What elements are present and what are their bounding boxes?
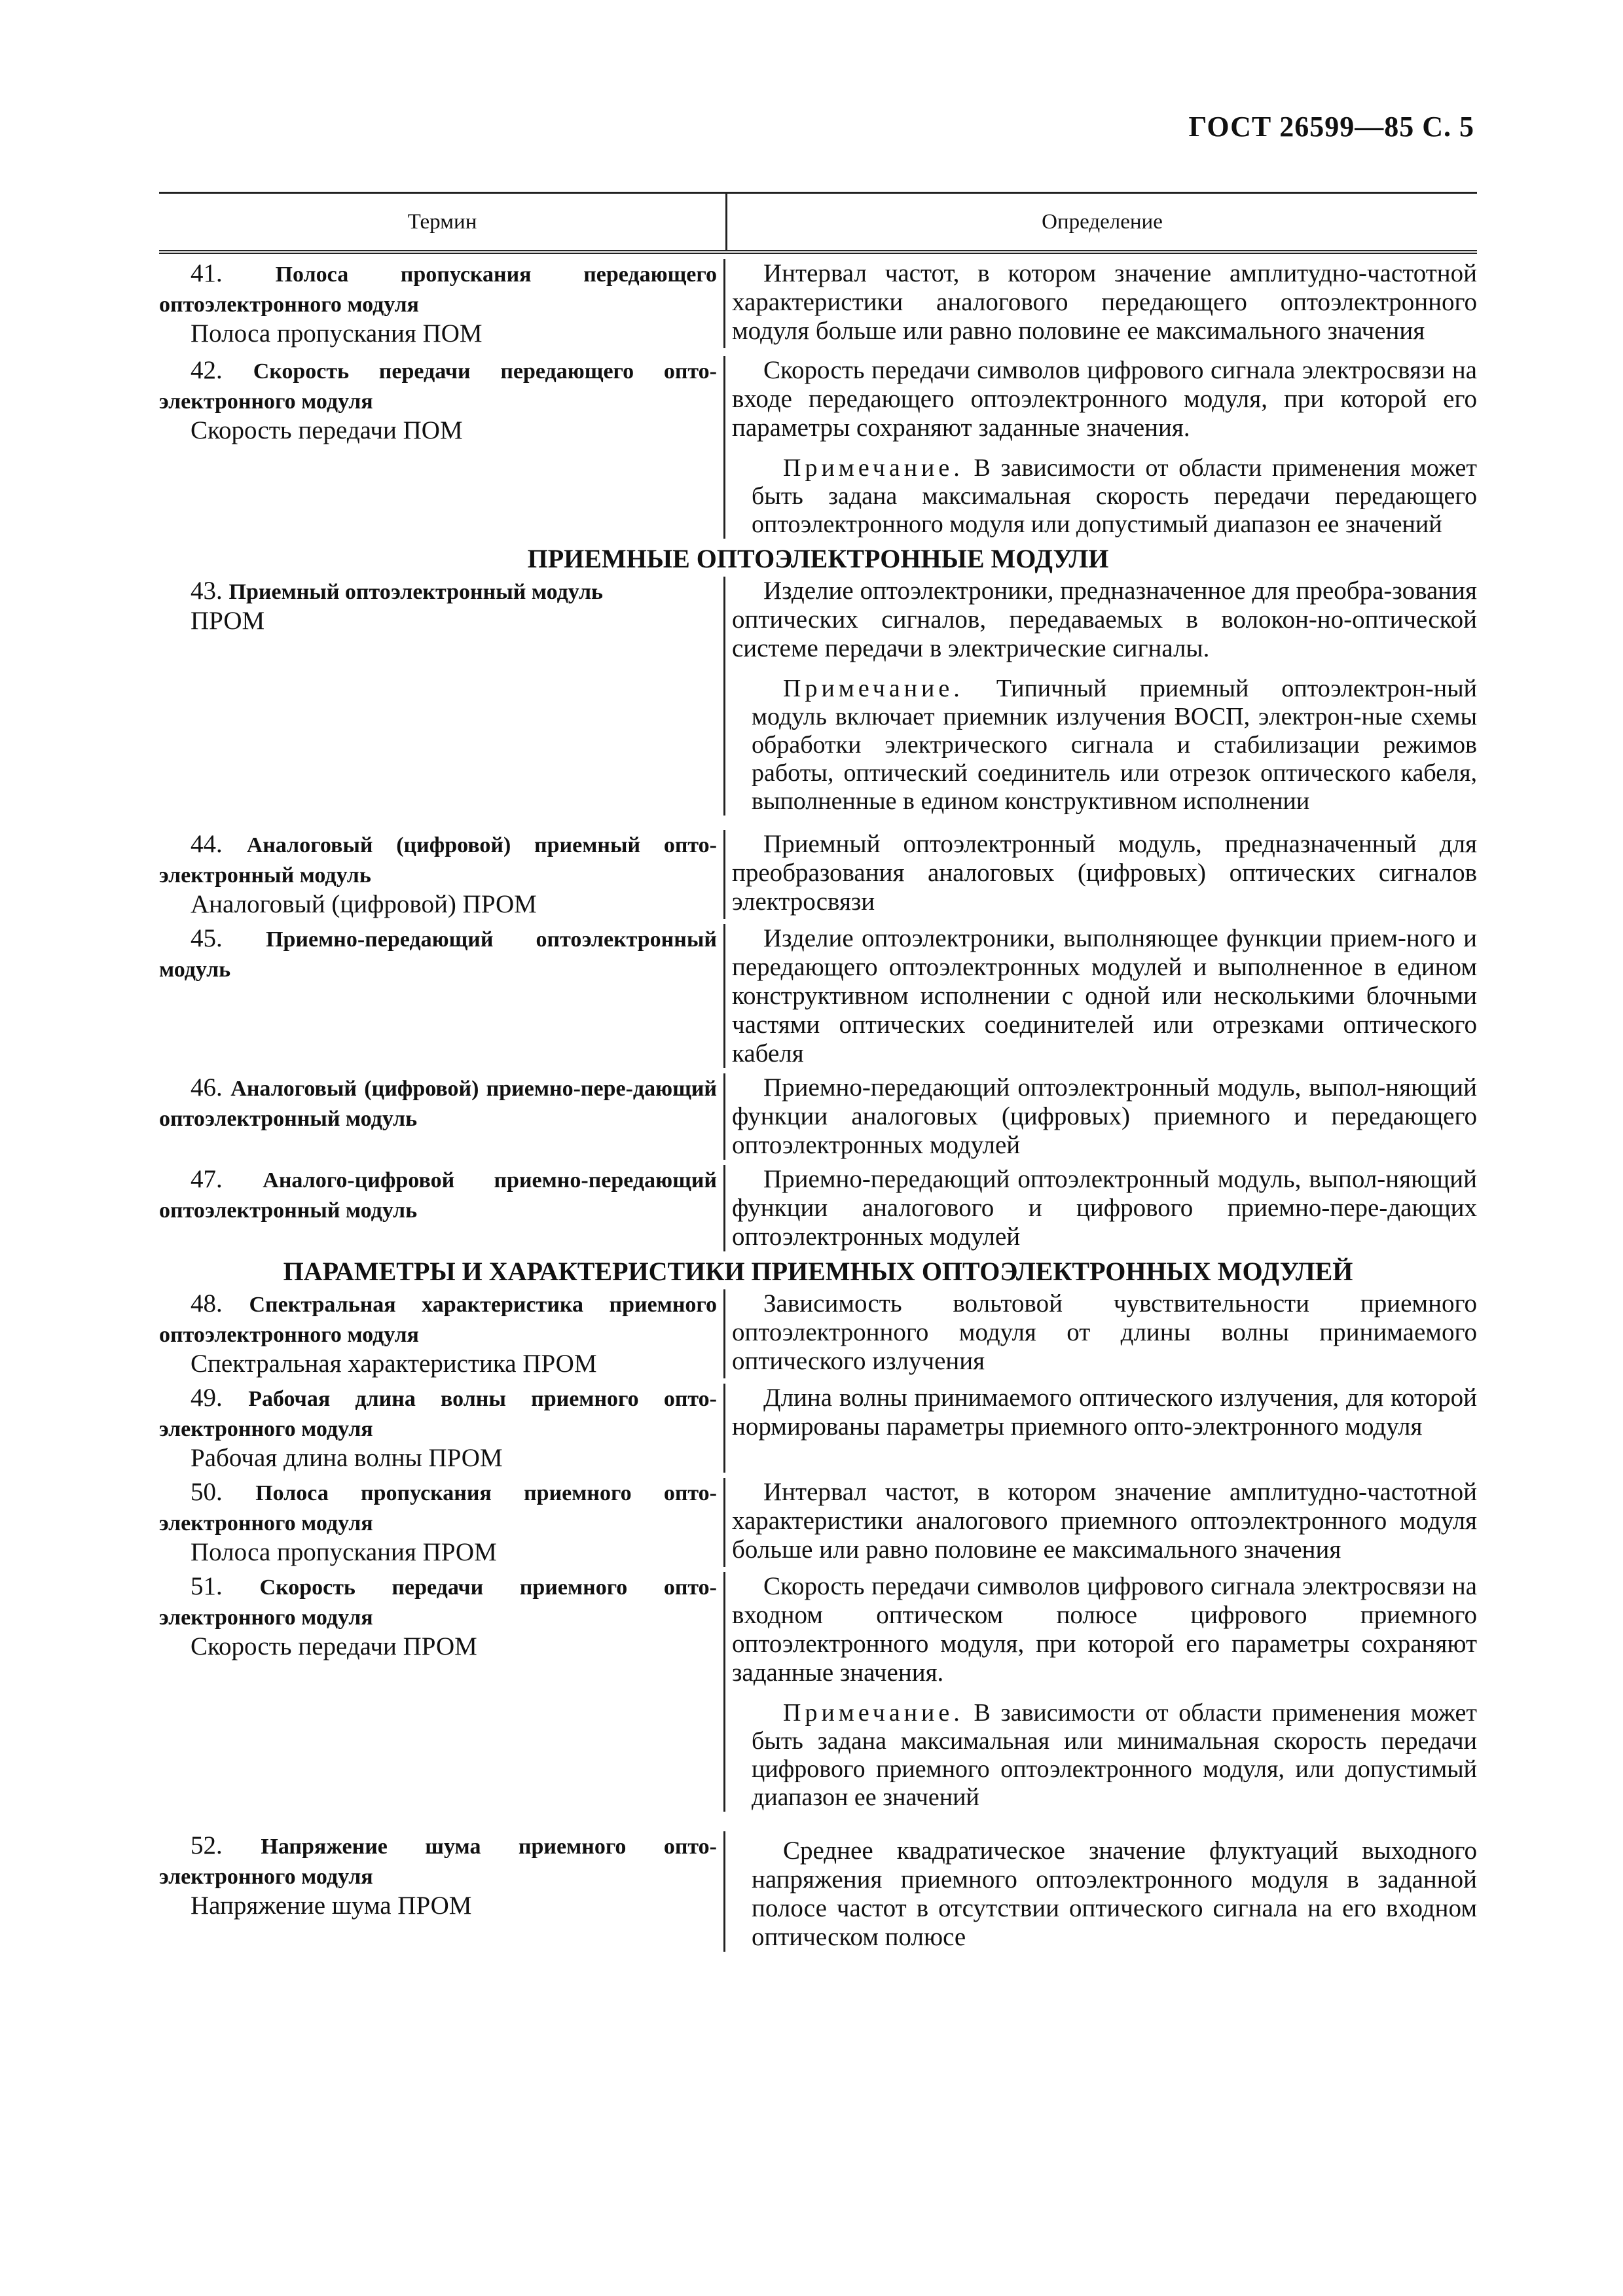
definition-text: Скорость передачи символов цифрового сигнала электросвязи на входном оптическом полюсе цифрового приемного оптоэлектронного модуля, при которой его параметры сохраняют заданные значения. xyxy=(732,1572,1477,1687)
definition-cell xyxy=(725,356,1477,539)
column-header-term: Термин xyxy=(159,194,727,250)
definition-cell xyxy=(725,1384,1477,1473)
term-name: Рабочая длина волны приемного опто-электронного модуля xyxy=(159,1387,718,1441)
definition-text: Приемно-передающий оптоэлектронный модуль, выпол-няющий функции аналоговых (цифровых) приемного и передающего оптоэлектронных модулей xyxy=(732,1073,1477,1159)
definition-text: Интервал частот, в котором значение амплитудно-частотной характеристики аналогового передающего оптоэлектронного модуля больше или равно половине ее максимального значения xyxy=(732,259,1477,345)
term-name: Напряжение шума приемного опто-электронного модуля xyxy=(159,1835,718,1889)
term-cell xyxy=(159,1165,725,1251)
definition-text: Среднее квадратическое значение флуктуаций выходного напряжения приемного оптоэлектронного модуля в заданной полосе частот в отсутствии оптического сигнала на его входном оптическом полюсе xyxy=(752,1837,1477,1951)
term-number: 50. xyxy=(191,1478,223,1506)
definition-cell xyxy=(725,1831,1477,1952)
definition-cell xyxy=(725,1165,1477,1251)
note-label: Примечание. xyxy=(783,675,964,702)
term-name: Полоса пропускания передающего оптоэлектронного модуля xyxy=(159,262,717,317)
table-row xyxy=(159,816,1477,919)
term-abbreviation: Спектральная характеристика ПРОМ xyxy=(191,1350,597,1378)
definition-cell xyxy=(725,924,1477,1068)
definition-text: Зависимость вольтовой чувствительности приемного оптоэлектронного модуля от длины волны принимаемого оптического излучения xyxy=(732,1289,1477,1375)
term-abbreviation: ПРОМ xyxy=(191,607,265,635)
definition-cell xyxy=(725,1572,1477,1812)
note-label: Примечание. xyxy=(783,1699,964,1727)
term-abbreviation: Рабочая длина волны ПРОМ xyxy=(191,1444,503,1472)
table-row xyxy=(159,254,1477,348)
table-row xyxy=(159,1567,1477,1812)
table-row xyxy=(159,1473,1477,1567)
definition-text: Интервал частот, в котором значение амплитудно-частотной характеристики аналогового приемного оптоэлектронного модуля больше или равно половине ее максимального значения xyxy=(732,1478,1477,1564)
definition-text: Изделие оптоэлектроники, выполняющее функции прием-ного и передающего оптоэлектронных модулей и выполненное в едином конструктивном исполнении с одной или несколькими блочными частями оптических соединителей или отрезками оптического кабеля xyxy=(732,924,1477,1067)
table-row xyxy=(159,1289,1477,1378)
section-row xyxy=(159,1251,1477,1289)
term-name: Аналоговый (цифровой) приемный опто-электронный модуль xyxy=(159,833,717,888)
term-abbreviation: Скорость передачи ПРОМ xyxy=(191,1632,477,1660)
term-cell xyxy=(159,1384,725,1473)
definition-cell xyxy=(725,1478,1477,1567)
term-name: Полоса пропускания приемного опто-электронного модуля xyxy=(159,1481,717,1535)
term-name: Аналого-цифровой приемно-передающий оптоэлектронный модуль xyxy=(159,1168,717,1223)
table-row xyxy=(159,1378,1477,1473)
term-cell xyxy=(159,1478,725,1567)
term-cell xyxy=(159,1831,725,1952)
table-row xyxy=(159,348,1477,539)
note-label: Примечание. xyxy=(783,454,964,482)
term-number: 47. xyxy=(191,1165,223,1193)
note-text: Примечание. Типичный приемный оптоэлектрон-ный модуль включает приемник излучения ВОСП, электрон-ные схемы обработки электрического сигнала и стабилизации режимов работы, оптический соединитель или отрезок оптического кабеля, выполненные в едином конструктивном исполнении xyxy=(752,675,1477,815)
section-heading: ПРИЕМНЫЕ ОПТОЭЛЕКТРОННЫЕ МОДУЛИ xyxy=(527,544,1109,573)
term-number: 42. xyxy=(191,356,223,384)
term-name: Приемно-передающий оптоэлектронный модуль xyxy=(159,927,717,982)
term-name: Приемный оптоэлектронный модуль xyxy=(228,580,603,604)
term-cell xyxy=(159,1073,725,1160)
note-text: Примечание. В зависимости от области применения может быть задана максимальная скорость передачи передающего оптоэлектронного модуля или допустимый диапазон ее значений xyxy=(752,454,1478,538)
term-cell xyxy=(159,1572,725,1812)
term-number: 44. xyxy=(191,830,223,858)
section-heading: ПАРАМЕТРЫ И ХАРАКТЕРИСТИКИ ПРИЕМНЫХ ОПТОЭЛЕКТРОННЫХ МОДУЛЕЙ xyxy=(283,1257,1353,1286)
definition-text: Приемный оптоэлектронный модуль, предназначенный для преобразования аналоговых (цифровых) оптических сигналов электросвязи xyxy=(732,830,1477,916)
term-name: Спектральная характеристика приемного оптоэлектронного модуля xyxy=(159,1293,717,1347)
term-number: 48. xyxy=(191,1289,223,1318)
definition-text: Длина волны принимаемого оптического излучения, для которой нормированы параметры приемного опто-электронного модуля xyxy=(732,1384,1477,1441)
term-cell xyxy=(159,1289,725,1378)
table-header xyxy=(159,194,1477,254)
definition-cell xyxy=(725,830,1477,919)
table-row xyxy=(159,1812,1477,1952)
term-cell xyxy=(159,577,725,816)
term-cell xyxy=(159,356,725,539)
term-number: 41. xyxy=(191,259,223,287)
note-text: Примечание. В зависимости от области применения может быть задана максимальная или минимальная скорость передачи цифрового приемного оптоэлектронного модуля, или допустимый диапазон ее значений xyxy=(752,1699,1478,1811)
term-abbreviation: Полоса пропускания ПОМ xyxy=(191,319,483,348)
table-body xyxy=(159,254,1477,1952)
definition-text: Изделие оптоэлектроники, предназначенное для преобра-зования оптических сигналов, передаваемых в волокон-но-оптической системе передачи в электрические сигналы. xyxy=(732,577,1477,662)
term-cell xyxy=(159,830,725,919)
term-number: 45. xyxy=(191,924,223,952)
term-number: 43. xyxy=(191,577,223,605)
term-number: 51. xyxy=(191,1572,223,1600)
terms-table xyxy=(159,192,1477,1952)
term-name: Аналоговый (цифровой) приемно-пере-дающий оптоэлектронный модуль xyxy=(159,1077,717,1131)
term-number: 46. xyxy=(191,1073,223,1102)
term-number: 49. xyxy=(191,1384,223,1412)
definition-cell xyxy=(725,577,1477,816)
table-row xyxy=(159,577,1477,816)
term-number: 52. xyxy=(191,1831,223,1859)
definition-text: Приемно-передающий оптоэлектронный модуль, выпол-няющий функции аналогового и цифрового приемно-пере-дающих оптоэлектронных модулей xyxy=(732,1165,1477,1251)
table-row xyxy=(159,1068,1477,1160)
term-abbreviation: Аналоговый (цифровой) ПРОМ xyxy=(191,890,537,918)
page-header: ГОСТ 26599—85 С. 5 xyxy=(1188,111,1474,143)
column-header-definition: Определение xyxy=(1042,209,1163,234)
term-name: Скорость передачи передающего опто-электронного модуля xyxy=(159,359,717,414)
term-abbreviation: Полоса пропускания ПРОМ xyxy=(191,1538,497,1566)
definition-cell xyxy=(725,1289,1477,1378)
term-abbreviation: Напряжение шума ПРОМ xyxy=(191,1892,472,1920)
section-row xyxy=(159,539,1477,577)
table-row xyxy=(159,1160,1477,1251)
term-cell xyxy=(159,924,725,1068)
definition-text: Скорость передачи символов цифрового сигнала электросвязи на входе передающего оптоэлектронного модуля, при которой его параметры сохраняют заданные значения. xyxy=(732,356,1477,442)
table-row xyxy=(159,919,1477,1068)
term-name: Скорость передачи приемного опто-электронного модуля xyxy=(159,1575,717,1630)
term-cell xyxy=(159,259,725,348)
term-abbreviation: Скорость передачи ПОМ xyxy=(191,416,463,444)
definition-cell xyxy=(725,259,1477,348)
definition-cell xyxy=(725,1073,1477,1160)
